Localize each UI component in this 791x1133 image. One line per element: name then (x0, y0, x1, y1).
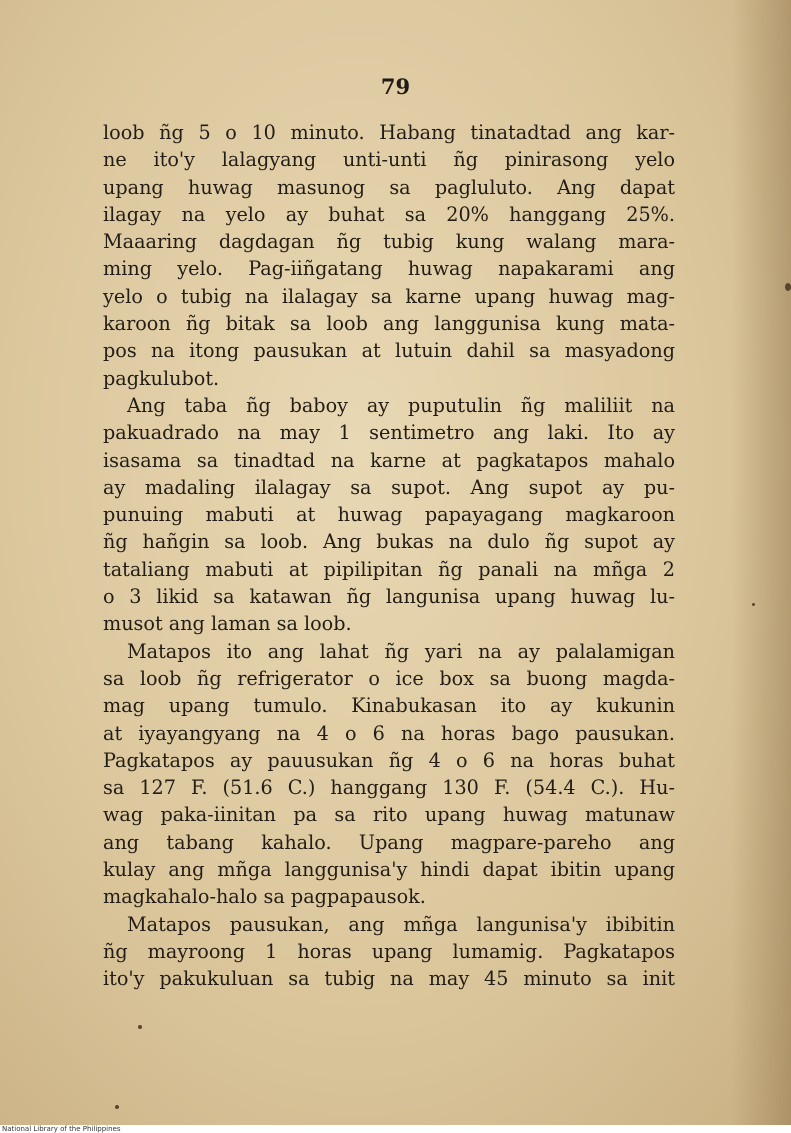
paper-speck (752, 603, 755, 606)
text-line: Ang taba ñg baboy ay puputulin ñg maliliit na (127, 393, 675, 417)
text-line: musot ang laman sa loob. (103, 612, 352, 636)
text-line: upang huwag masunog sa pagluluto. Ang dapat (103, 175, 675, 199)
text-line: punuing mabuti at huwag papayagang magkaroon (103, 503, 675, 527)
text-line: sa 127 F. (51.6 C.) hanggang 130 F. (54.4 C.). Hu- (103, 776, 675, 800)
text-line: tataliang mabuti at pipilipitan ñg panali na mñga 2 (103, 557, 675, 581)
text-line: Maaaring dagdagan ñg tubig kung walang mara- (103, 230, 675, 254)
text-line: karoon ñg bitak sa loob ang langgunisa kung mata- (103, 312, 675, 336)
text-line: ilagay na yelo ay buhat sa 20% hanggang 25%. (103, 202, 675, 226)
text-line: ito'y pakukuluan sa tubig na may 45 minuto sa init (103, 967, 675, 991)
text-line: ne ito'y lalagyang unti-unti ñg pinirasong yelo (103, 148, 675, 172)
text-line: o 3 likid sa katawan ñg langunisa upang huwag lu- (103, 585, 675, 609)
text-line: ang tabang kahalo. Upang magpare-pareho ang (103, 830, 675, 854)
text-line: pos na itong pausukan at lutuin dahil sa masyadong (103, 339, 675, 363)
text-line: sa loob ñg refrigerator o ice box sa buong magda- (103, 666, 675, 690)
text-line: pagkulubot. (103, 366, 220, 390)
text-line: wag paka-iinitan pa sa rito upang huwag matunaw (103, 803, 675, 827)
body-text (103, 119, 675, 993)
paper-speck (785, 283, 791, 291)
text-line: yelo o tubig na ilalagay sa karne upang huwag mag- (103, 284, 675, 308)
page-number: 79 (380, 74, 411, 99)
text-line: Matapos pausukan, ang mñga langunisa'y ibibitin (127, 912, 675, 936)
text-line: ñg hañgin sa loob. Ang bukas na dulo ñg supot ay (103, 530, 675, 554)
paper-speck (138, 1025, 142, 1029)
text-line: magkahalo-halo sa pagpapausok. (103, 885, 426, 909)
text-line: loob ñg 5 o 10 minuto. Habang tinatadtad ang kar- (103, 121, 675, 144)
footer-bar (0, 1125, 791, 1133)
text-line: Pagkatapos ay pauusukan ñg 4 o 6 na horas buhat (103, 748, 675, 772)
text-line: ñg mayroong 1 horas upang lumamig. Pagkatapos (103, 939, 675, 963)
text-line: ming yelo. Pag-iiñgatang huwag napakarami ang (103, 257, 675, 281)
text-line: kulay ang mñga langgunisa'y hindi dapat ibitin upang (103, 858, 675, 882)
text-line: at iyayangyang na 4 o 6 na horas bago pausukan. (103, 721, 675, 745)
page-edge-shadow (731, 0, 791, 1125)
text-line: isasama sa tinadtad na karne at pagkatapos mahalo (103, 448, 675, 472)
footer-credit: National Library of the Philippines (2, 1125, 121, 1133)
text-line: mag upang tumulo. Kinabukasan ito ay kukunin (103, 694, 675, 718)
text-line: ay madaling ilalagay sa supot. Ang supot ay pu- (103, 475, 675, 499)
text-line: pakuadrado na may 1 sentimetro ang laki. Ito ay (103, 421, 675, 445)
paper-speck (115, 1105, 119, 1109)
text-line: Matapos ito ang lahat ñg yari na ay palalamigan (127, 639, 675, 663)
